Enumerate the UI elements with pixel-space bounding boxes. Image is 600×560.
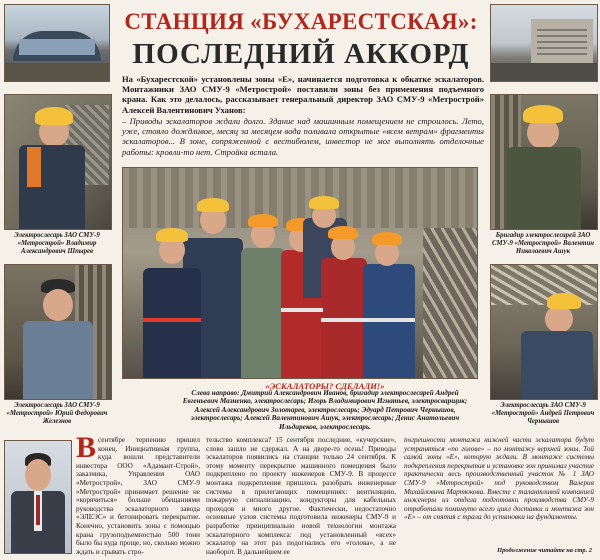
column-3-text: погрешности монтажа нижней части эскалатора будут устраняться «по голове» – по монтажу верхней зоны. Той самой зоны «Е», которую ждали. В монтаже системы подкрепления перекрытия и установке зон принимал участие практически весь производственный участок № 1 ЗАО СМУ-9 «Метрострой» под руководством Валерия Михайловича Мартюкова. Вместе с талантливой компанией инженеры из отдела подготовки производства СМУ-9 отработали помимуто всего цикл доставки и монтажа зон «Е» – от снятия с трала до установки на фундаменты. — [404, 436, 594, 522]
caption-chernyshov: Электрослесарь ЗАО СМУ-9 «Метрострой» Андрей Петрович Чернышов — [491, 402, 595, 426]
headline-line2: ПОСЛЕДНИЙ АККОРД — [132, 38, 470, 70]
caption-shpyrev: Электрослесарь ЗАО СМУ-9 «Метрострой» Владимир Александрович Шпырев — [14, 232, 100, 256]
continued-note: Продолжение читайте на стр. 2 — [497, 547, 592, 554]
station-building-photo — [4, 4, 110, 82]
caption-zheleznov: Электрослесарь ЗАО СМУ-9 «Метрострой» Юрий Федорович Железнов — [6, 402, 108, 426]
article-column-3 — [404, 436, 594, 522]
worker-zheleznov-photo — [4, 264, 112, 400]
worker-ashuk-photo — [490, 94, 598, 230]
director-ukhanov-photo — [4, 440, 72, 554]
drop-cap: В — [76, 431, 97, 464]
caption-ashuk: Бригадир электрослесарей ЗАО СМУ-9 «Метрострой» Валентин Николаевич Ашук — [491, 232, 595, 256]
group-caption-text: Слева направо: Дмитрий Александрович Иванов, бригадир электрослесарей Андрей Евгеньевич Мазненко, электрослесарь; Игорь Владимирович Игнатьев, электросварщик; Алексей Александрович Золотарев, электрослесарь; Эдуард Петрович Чернышов, электрослесарь; Алексей Валентинович Ашук, электрослесарь; Денис Анатольевич Ильдиреков, электрослесарь. — [182, 389, 468, 431]
lead-quote: – Приводы эскалаторов ждали долго. Здание над машинным помещением не строилось. Лето, уже, стояло дождливое, месяц за месяцем вода поливала открытые «всем ветрам» фрагменты эскалаторов... В зоне, сопряженной с вестибюлем, инвестор не мог выполнять отделочные работы: кровли-то нет. Стройка встала. — [122, 116, 484, 157]
brigade-group-photo — [122, 167, 478, 379]
street-building-photo — [490, 4, 598, 82]
article-column-1 — [76, 431, 200, 556]
column-2-text: тельство комплекса? 15 сентября последние, «кучерские», слово зашло не сдержал. А на дворе-то осень! Приводы эскалаторов появились на станции только 24 сентября. К этому моменту перекрытие машинного помещения было подкреплено по проекту инженеров СМУ-9. В процессе монтажа подкрепления пришлось разобрать инженерные системы в прилегающих помещениях: вентиляцию, пожарную сигнализацию, кондукторы для кабельных проходов и много другое. Фактически, недостаточно основные узлов системы подготовила инженеры СМУ-9 и разработке принципиально новой технологии монтажа эскалаторного комплекса: под установленный «всех» эскалатор на этот раз подогнались его «голова», а не наоборот. В дальнейшем ее — [206, 436, 396, 556]
lead-paragraph: На «Бухарестской» установлены зоны «Е», начинается подготовка к обкатке эскалаторов. Монтажники ЗАО СМУ-9 «Метрострой» поставили зоны без применения подъемного крана. Как это делалось, рассказывает генеральный директор ЗАО СМУ-9 «Метрострой» Алексей Валентинович Уханов: — [122, 74, 484, 115]
worker-chernyshov-photo — [490, 264, 598, 400]
headline-line1: СТАНЦИЯ «БУХАРЕСТСКАЯ»: — [124, 9, 478, 34]
article-column-2 — [206, 436, 396, 556]
worker-shpyrev-photo — [4, 94, 112, 230]
column-1-text: сентябре терпению пришел конец. Инициативная группа, куда вошли представители инвестора ООО «Адамант-Строй», заказчика, Управления ОАО «Метрострой», ЗАО СМУ-9 «Метрострой» принимает решение не «корячиться» больше обещаниями руководства эскалаторного завода «ЭЛЕЭС» и бетонировать перекрытие. Конечно, установить зоны с помощью крана грузоподъемностью 500 тонн было бы куда проще, но, сколько можно ждать и срывать стро- — [76, 436, 200, 556]
group-caption-heading: «ЭСКАЛАТОРЫ? СДЕЛАЛИ!» — [265, 381, 385, 391]
